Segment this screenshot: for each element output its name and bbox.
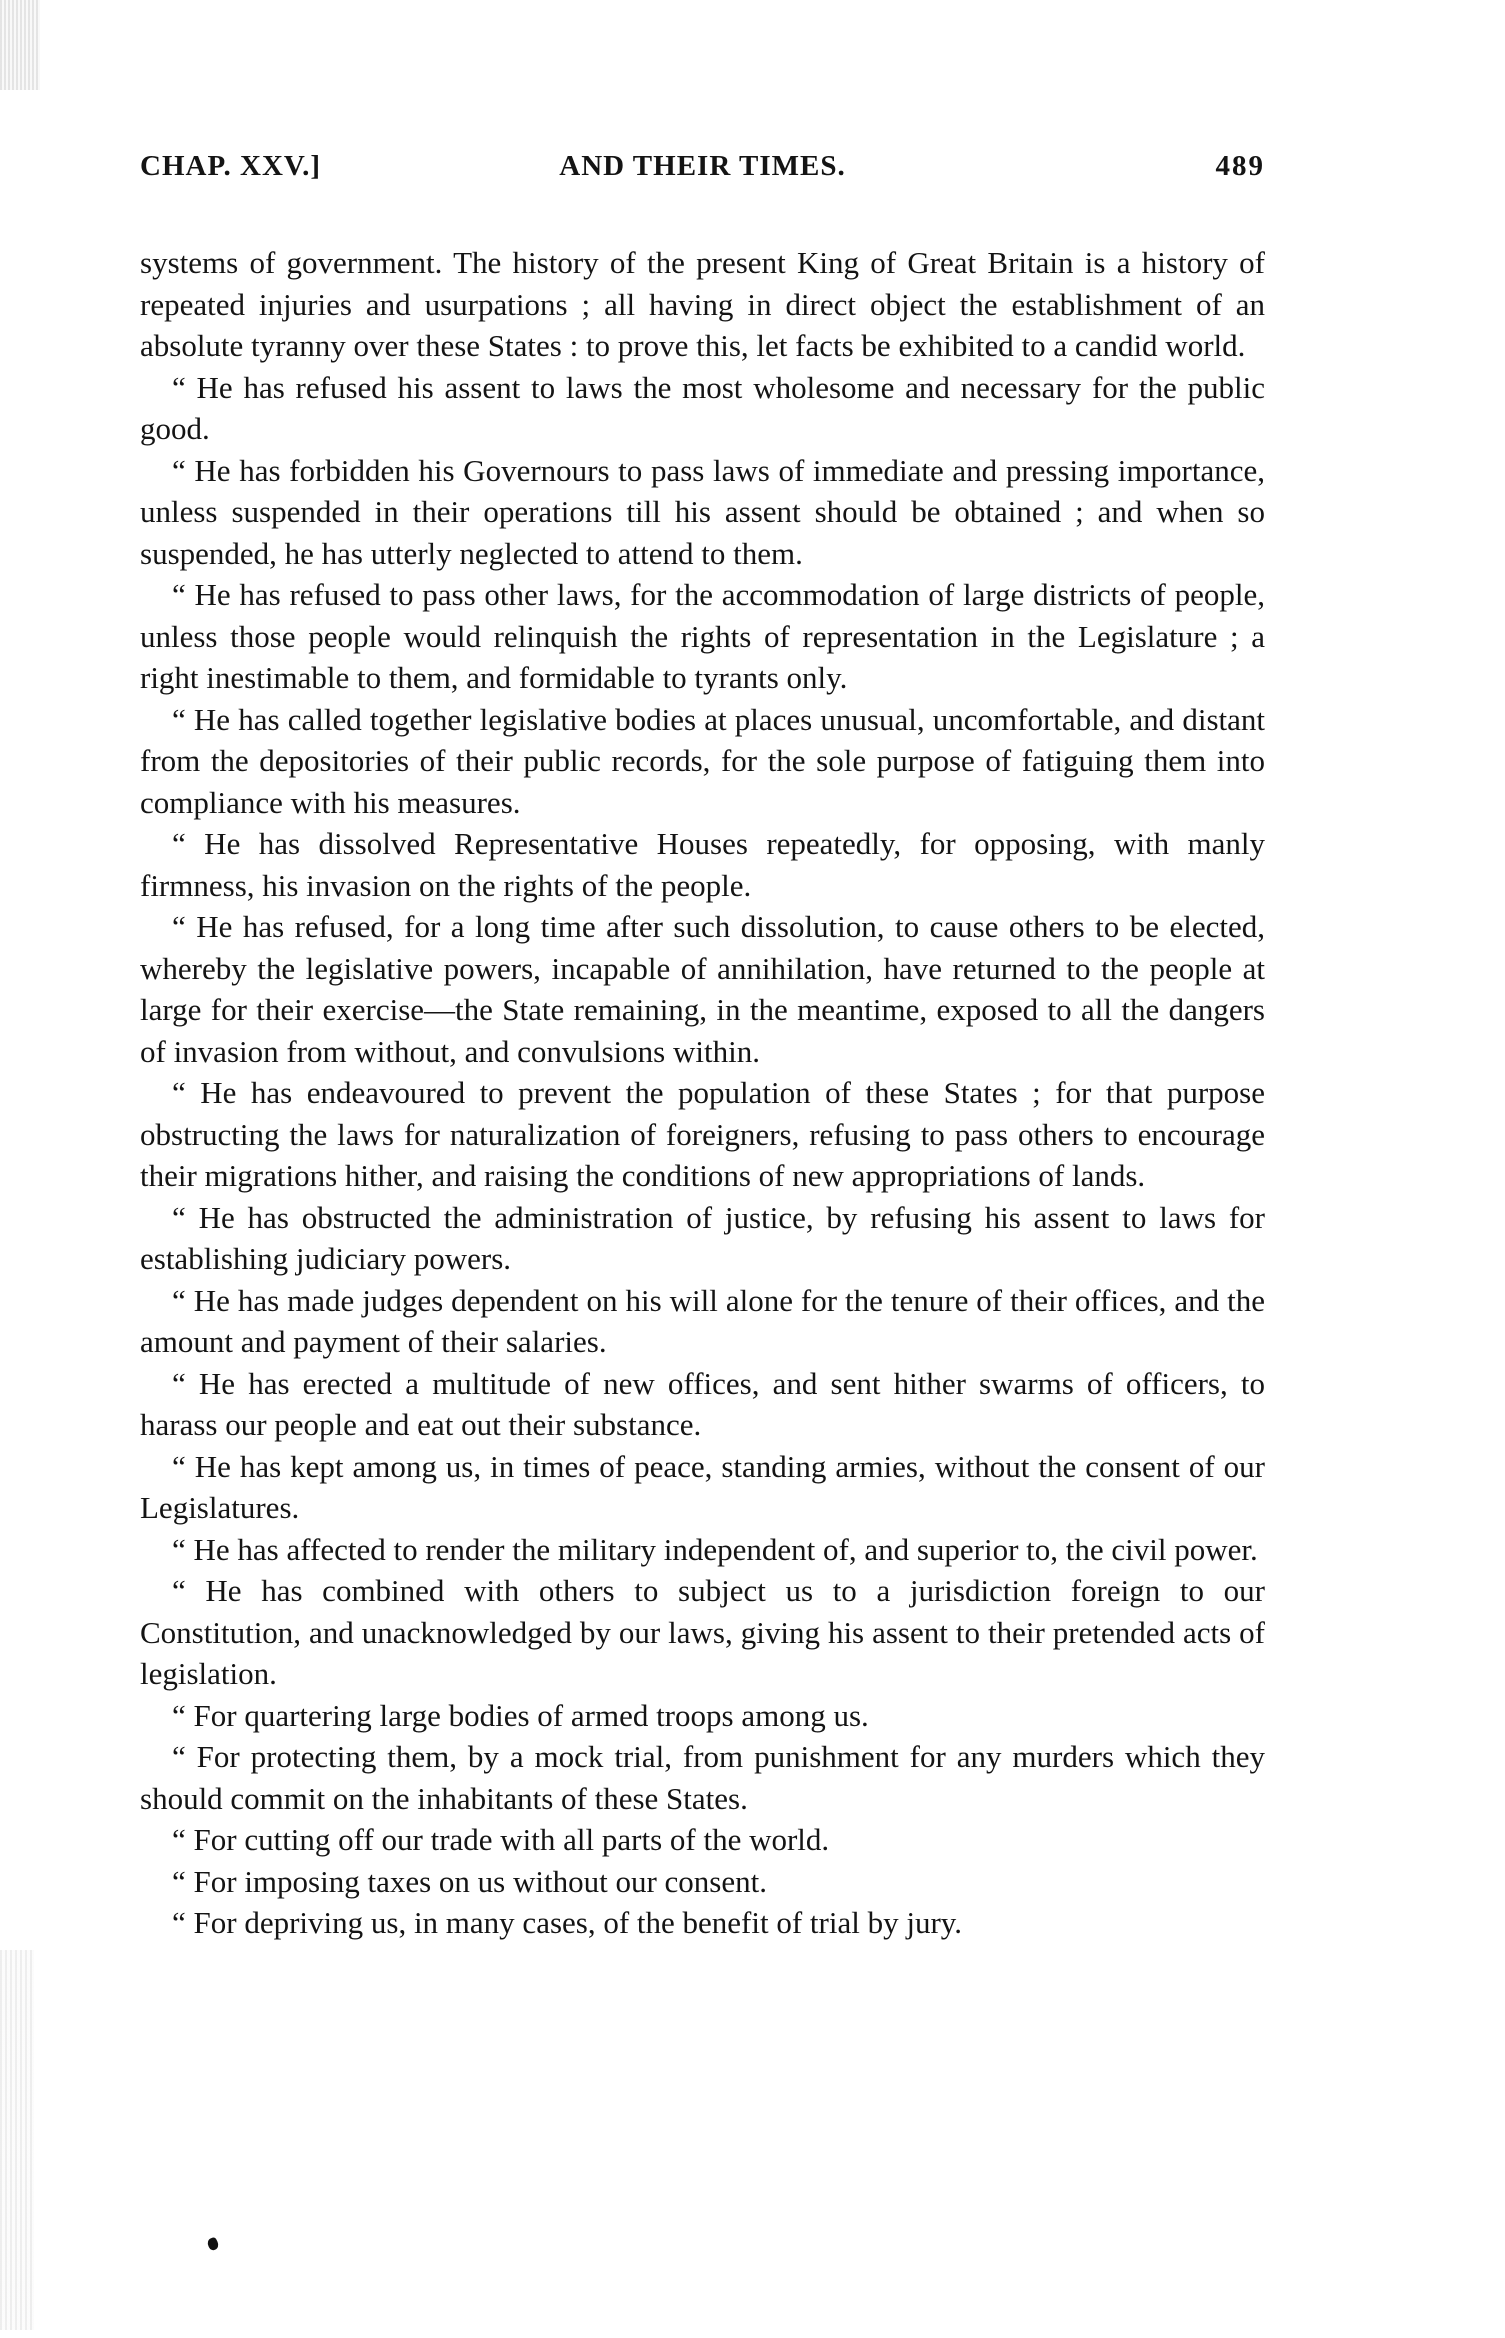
- paragraph: “ He has combined with others to subject us to a jurisdiction foreign to our Constitution, and unacknowledged by our laws, giving his assent to their pretended acts of legislation.: [140, 1573, 1265, 1691]
- paragraph: “ He has kept among us, in times of peace, standing armies, without the consent of our Legislatures.: [140, 1448, 1265, 1525]
- running-head: [140, 150, 1265, 210]
- paragraph: “ For quartering large bodies of armed troops among us.: [172, 1697, 869, 1733]
- paragraph: “ For depriving us, in many cases, of the benefit of trial by jury.: [172, 1905, 963, 1940]
- paragraph: “ He has made judges dependent on his will alone for the tenure of their offices, and the amount and payment of their salaries.: [140, 1282, 1265, 1359]
- paragraph: “ He has dissolved Representative Houses repeatedly, for opposing, with manly firmness, his invasion on the rights of the people.: [140, 826, 1265, 903]
- paragraph: “ For cutting off our trade with all parts of the world.: [172, 1822, 830, 1857]
- scan-edge-artifact-bottom: [0, 1950, 34, 2330]
- paragraph: “ For imposing taxes on us without our consent.: [172, 1863, 767, 1899]
- scan-edge-artifact-top: [0, 0, 40, 90]
- chapter-label: CHAP. XXV.]: [140, 150, 321, 182]
- paragraph: “ He has affected to render the military independent of, and superior to, the civil power.: [172, 1531, 1258, 1567]
- book-page: [140, 150, 1265, 1944]
- paragraph: “ He has called together legislative bodies at places unusual, uncomfortable, and distant from the depositories of their public records, for the sole purpose of fatiguing them into compliance with his measures.: [140, 701, 1265, 820]
- paragraph: systems of government. The history of the present King of Great Britain is a history of repeated injuries and usurpations ; all having in direct object the establishment of an absolute tyranny over these States : to prove this, let facts be exhibited to a candid world.: [140, 245, 1265, 363]
- paragraph: “ He has obstructed the administration of justice, by refusing his assent to laws for establishing judiciary powers.: [140, 1199, 1265, 1276]
- paragraph: “ For protecting them, by a mock trial, from punishment for any murders which they should commit on the inhabitants of these States.: [140, 1739, 1265, 1816]
- paragraph: “ He has refused to pass other laws, for the accommodation of large districts of people, unless those people would relinquish the rights of representation in the Legislature ; a right inestimable to them, and formidable to tyrants only.: [140, 577, 1265, 695]
- paragraph: “ He has erected a multitude of new offices, and sent hither swarms of officers, to harass our people and eat out their substance.: [140, 1365, 1265, 1442]
- paragraph: “ He has refused, for a long time after such dissolution, to cause others to be elected, whereby the legislative powers, incapable of annihilation, have returned to the people at large for their exercise—the State remaining, in the meantime, exposed to all the dangers of invasion from without, and convulsions within.: [140, 909, 1265, 1069]
- body-text: [140, 242, 1265, 1944]
- ink-blot: [206, 2236, 220, 2251]
- paragraph: “ He has endeavoured to prevent the population of these States ; for that purpose obstructing the laws for naturalization of foreigners, refusing to pass others to encourage their migrations hither, and raising the conditions of new appropriations of lands.: [140, 1075, 1265, 1193]
- running-title: AND THEIR TIMES.: [559, 150, 846, 182]
- paragraph: “ He has refused his assent to laws the most wholesome and necessary for the public good.: [140, 369, 1265, 446]
- page-number: 489: [1215, 150, 1265, 182]
- paragraph: “ He has forbidden his Governours to pass laws of immediate and pressing importance, unless suspended in their operations till his assent should be obtained ; and when so suspended, he has utterly neglected to attend to them.: [140, 452, 1265, 571]
